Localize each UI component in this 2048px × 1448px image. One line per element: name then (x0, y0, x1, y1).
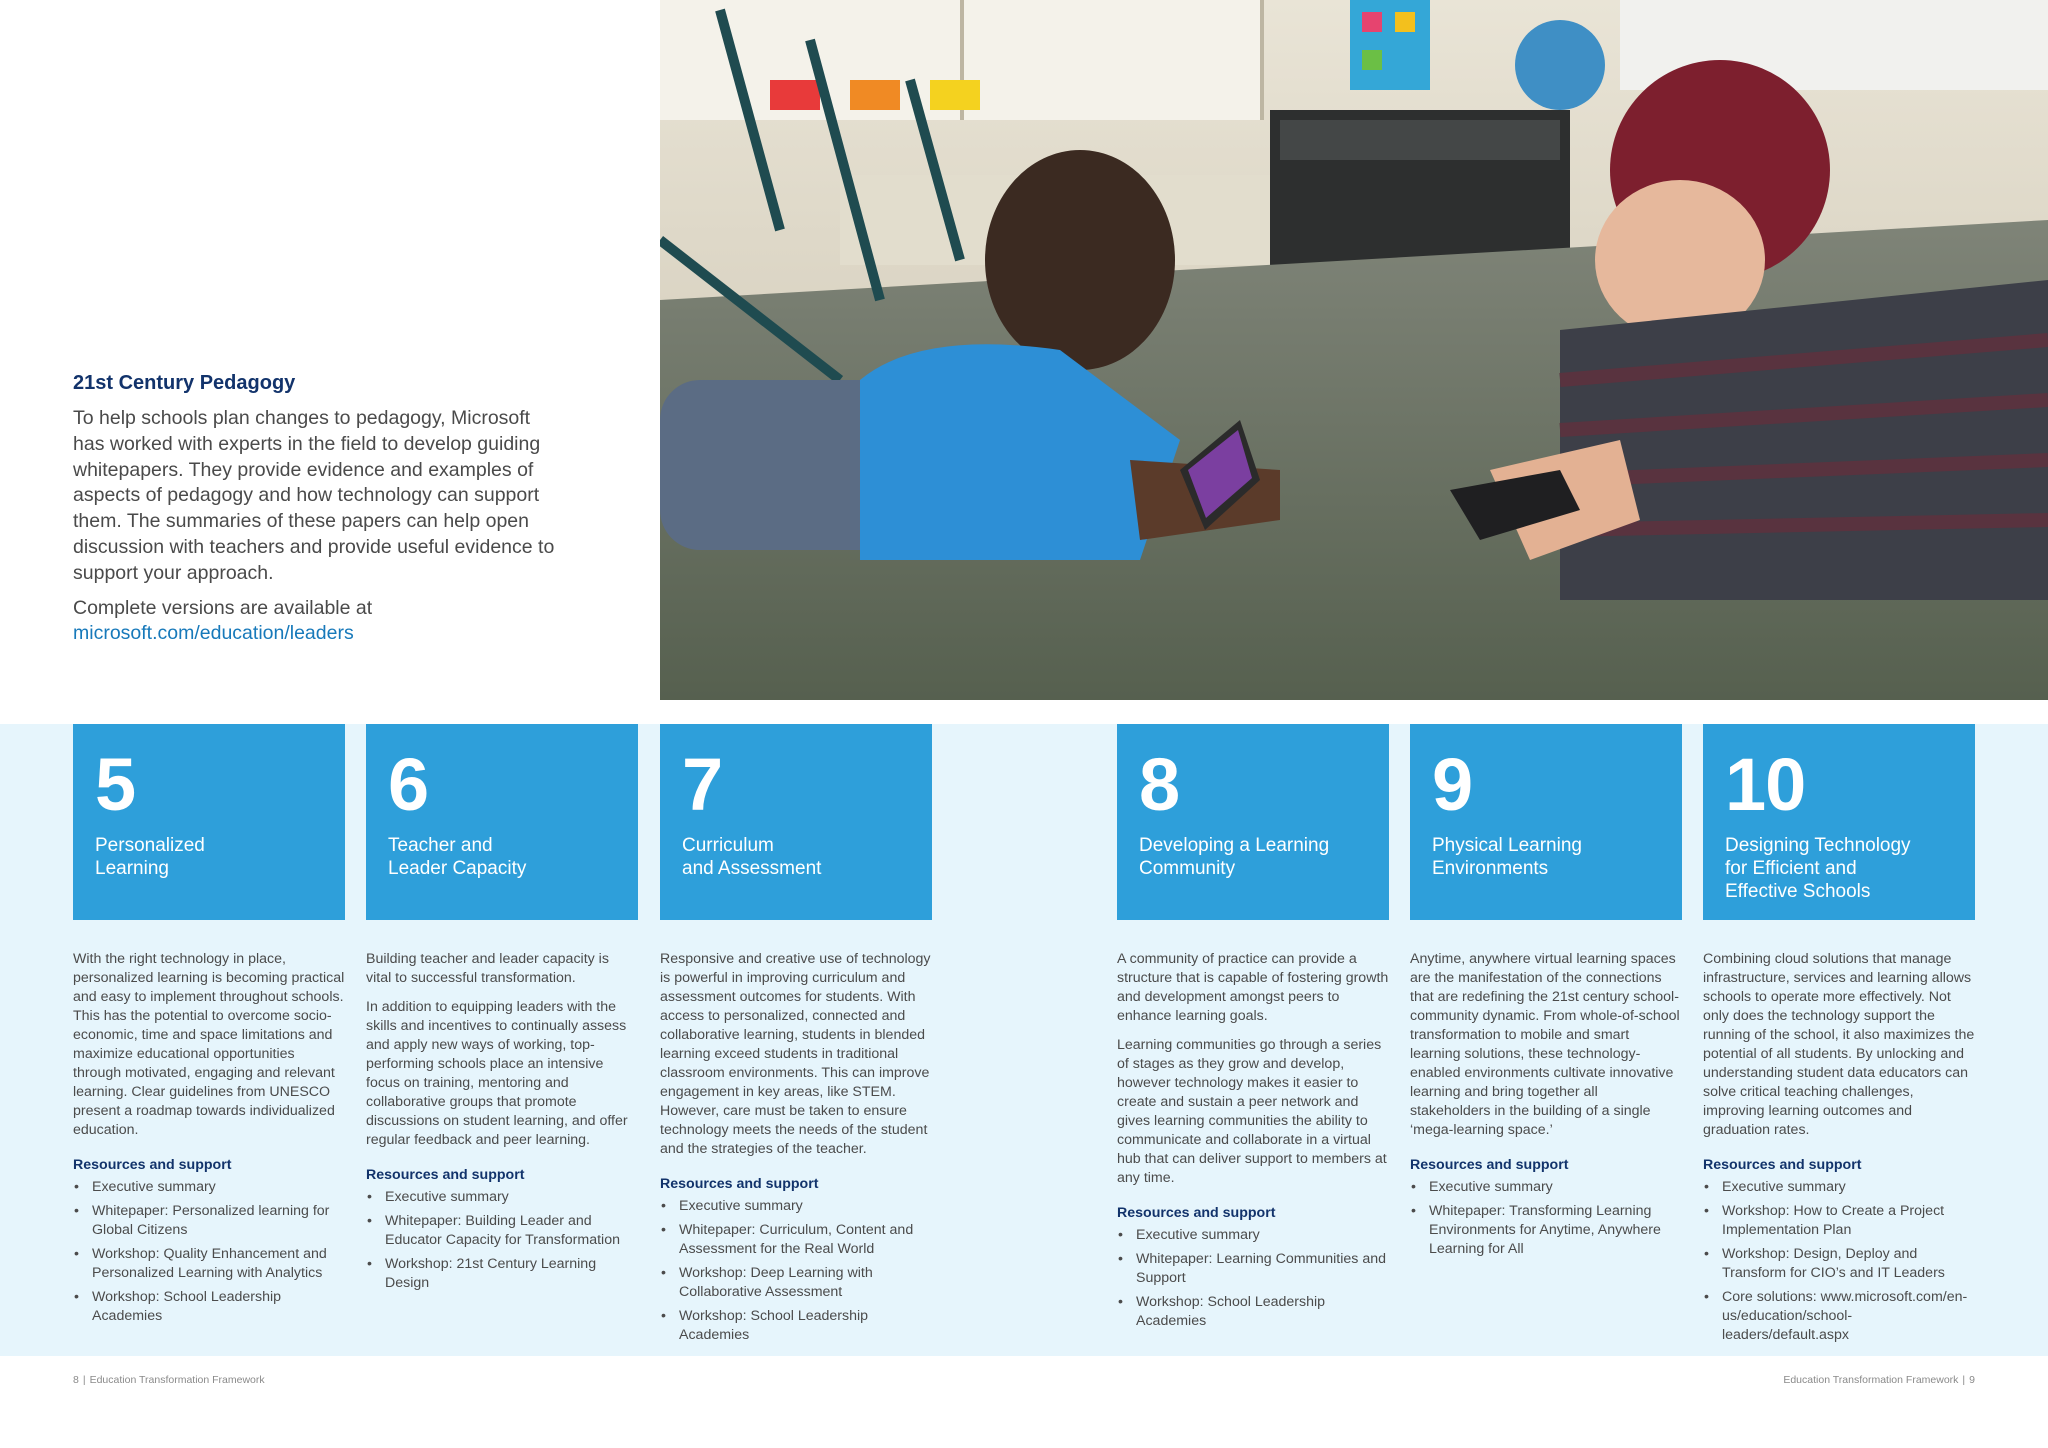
column-paragraph: With the right technology in place, personalized learning is becoming practical and easy to implement throughout schools. This has the potential to overcome socio-economic, time and space limitations and maximize educational opportunities through motivated, engaging and relevant learning. Clear guidelines from UNESCO present a roadmap towards individualized education. (73, 951, 345, 1138)
tile-title-line: Personalized (95, 835, 205, 856)
intro-paragraph: To help schools plan changes to pedagogy, Microsoft has worked with experts in the field to develop guiding whitepapers. They provide evidence and examples of aspects of pedagogy and how technology can support them. The summaries of these papers can help open discussion with teachers and provide useful evidence to support your approach. (73, 407, 555, 584)
resource-item[interactable]: • Workshop: School Leadership Academies (73, 1288, 345, 1326)
tile-title (682, 834, 914, 880)
resource-item[interactable]: • Workshop: Design, Deploy and Transform for CIO’s and IT Leaders (1703, 1245, 1975, 1283)
tile-9 (1410, 724, 1682, 920)
resource-item[interactable]: • Executive summary (1410, 1178, 1682, 1197)
resource-item[interactable]: • Whitepaper: Transforming Learning Environments for Anytime, Anywhere Learning for All (1410, 1202, 1682, 1259)
tile-7 (660, 724, 932, 920)
tile-title-line: Learning (95, 858, 169, 879)
tile-title-line: Environments (1432, 858, 1549, 879)
column-paragraph: Responsive and creative use of technology is powerful in improving curriculum and assessment outcomes for students. With access to personalized, connected and collaborative learning, students in blended learning exceed students in traditional classroom environments. This can improve engagement in key areas, like STEM. However, care must be taken to ensure technology meets the needs of the student and the strategies of the teacher. (660, 951, 931, 1157)
footer-title-left: Education Transformation Framework (89, 1374, 265, 1386)
column-learning-community (1117, 724, 1389, 1336)
column-designing-technology (1703, 724, 1975, 1350)
resource-item[interactable]: • Core solutions: www.microsoft.com/en-us/education/school-leaders/default.aspx (1703, 1288, 1975, 1345)
resources-heading: Resources and support (1703, 1157, 1862, 1173)
column-teacher-leader-capacity (366, 724, 638, 1298)
resources-list (1117, 1226, 1389, 1331)
footer-left (73, 1374, 265, 1386)
footer-separator: | (1962, 1374, 1966, 1386)
complete-versions-text: Complete versions are available at (73, 596, 373, 619)
resource-item[interactable]: • Whitepaper: Personalized learning for Global Citizens (73, 1202, 345, 1240)
resources-list (73, 1178, 345, 1326)
tile-8 (1117, 724, 1389, 920)
column-paragraph: A community of practice can provide a structure that is capable of fostering growth and development amongst peers to enhance learning goals. (1117, 951, 1389, 1024)
intro-availability (73, 596, 563, 648)
resource-item[interactable]: • Whitepaper: Curriculum, Content and Assessment for the Real World (660, 1221, 932, 1259)
resource-item[interactable]: • Executive summary (366, 1188, 638, 1207)
column-body (73, 920, 345, 1326)
column-body (366, 920, 638, 1293)
intro-section (73, 372, 563, 656)
column-body (1410, 920, 1682, 1259)
tile-title (1139, 834, 1371, 880)
tile-title-line: Teacher and (388, 835, 493, 856)
resource-item[interactable]: • Workshop: School Leadership Academies (1117, 1293, 1389, 1331)
resources-list (1703, 1178, 1975, 1345)
column-paragraph: Anytime, anywhere virtual learning spaces are the manifestation of the connections that are redefining the 21st century school-community dynamic. From whole-of-school transformation to mobile and smart learning solutions, these technology-enabled environments cultivate innovative learning and bring together all stakeholders in the building of a single ‘mega-learning space.’ (1410, 951, 1680, 1138)
tile-title-line: Developing a Learning (1139, 835, 1330, 856)
resource-item[interactable]: • Workshop: How to Create a Project Implementation Plan (1703, 1202, 1975, 1240)
footer-separator: | (82, 1374, 86, 1386)
resource-item[interactable]: • Executive summary (1117, 1226, 1389, 1245)
column-curriculum-assessment (660, 724, 932, 1350)
resources-list (366, 1188, 638, 1293)
resources-heading: Resources and support (1410, 1157, 1569, 1173)
tile-title (1432, 834, 1664, 880)
classroom-photo (660, 0, 2048, 700)
resource-item[interactable]: • Workshop: Quality Enhancement and Personalized Learning with Analytics (73, 1245, 345, 1283)
classroom-photo-illustration (660, 0, 2048, 700)
intro-heading: 21st Century Pedagogy (73, 372, 296, 394)
resources-heading: Resources and support (366, 1167, 525, 1183)
column-paragraph: Combining cloud solutions that manage infrastructure, services and learning allows schools to operate more effectively. Not only does the technology support the running of the school, it also maximizes the potential of all students. By unlocking and understanding student data educators can solve critical teaching challenges, improving learning outcomes and graduation rates. (1703, 951, 1975, 1138)
tile-number: 9 (1432, 743, 1473, 826)
resources-heading: Resources and support (73, 1157, 232, 1173)
resource-item[interactable]: • Whitepaper: Learning Communities and Support (1117, 1250, 1389, 1288)
tile-title (388, 834, 620, 880)
column-body (660, 920, 932, 1345)
tile-5 (73, 724, 345, 920)
tile-number: 7 (682, 743, 723, 826)
resource-item[interactable]: • Workshop: School Leadership Academies (660, 1307, 932, 1345)
footer-right (1783, 1374, 1975, 1386)
tile-title-line: Physical Learning (1432, 835, 1582, 856)
column-physical-learning-environments (1410, 724, 1682, 1264)
tile-title-line: Effective Schools (1725, 881, 1871, 902)
tile-6 (366, 724, 638, 920)
column-personalized-learning (73, 724, 345, 1331)
resource-item[interactable]: • Executive summary (660, 1197, 932, 1216)
tile-title-line: Curriculum (682, 835, 774, 856)
tile-title-line: Community (1139, 858, 1236, 879)
column-paragraph: Building teacher and leader capacity is vital to successful transformation. (366, 951, 609, 986)
tile-number: 8 (1139, 743, 1180, 826)
tile-number: 6 (388, 743, 429, 826)
column-paragraph: In addition to equipping leaders with the skills and incentives to continually assess and apply new ways of working, top-performing schools place an intensive focus on training, mentoring and collaborative groups that promote discussions on student learning, and offer regular feedback and peer learning. (366, 999, 628, 1148)
resources-list (660, 1197, 932, 1345)
resource-item[interactable]: • Workshop: Deep Learning with Collaborative Assessment (660, 1264, 932, 1302)
tile-title-line: Designing Technology (1725, 835, 1911, 856)
tile-title (95, 834, 327, 880)
resources-list (1410, 1178, 1682, 1259)
column-body (1117, 920, 1389, 1331)
tile-number: 10 (1725, 743, 1806, 826)
tile-title-line: and Assessment (682, 858, 822, 879)
column-body (1703, 920, 1975, 1345)
tile-10 (1703, 724, 1975, 920)
resource-item[interactable]: • Executive summary (1703, 1178, 1975, 1197)
column-paragraph: Learning communities go through a series of stages as they grow and develop, however technology makes it easier to create and sustain a peer network and gives learning communities the ability to communicate and collaborate in a virtual hub that can deliver support to members at any time. (1117, 1037, 1387, 1186)
resources-heading: Resources and support (1117, 1205, 1276, 1221)
tile-title (1725, 834, 1957, 903)
resource-item[interactable]: • Workshop: 21st Century Learning Design (366, 1255, 638, 1293)
tile-title-line: Leader Capacity (388, 858, 527, 879)
resource-item[interactable]: • Executive summary (73, 1178, 345, 1197)
leaders-link[interactable]: microsoft.com/education/leaders (73, 622, 354, 645)
page-number-left: 8 (73, 1374, 79, 1386)
tile-title-line: for Efficient and (1725, 858, 1857, 879)
resource-item[interactable]: • Whitepaper: Building Leader and Educator Capacity for Transformation (366, 1212, 638, 1250)
tile-number: 5 (95, 743, 136, 826)
footer-title-right: Education Transformation Framework (1783, 1374, 1959, 1386)
resources-heading: Resources and support (660, 1176, 819, 1192)
page-number-right: 9 (1969, 1374, 1975, 1386)
